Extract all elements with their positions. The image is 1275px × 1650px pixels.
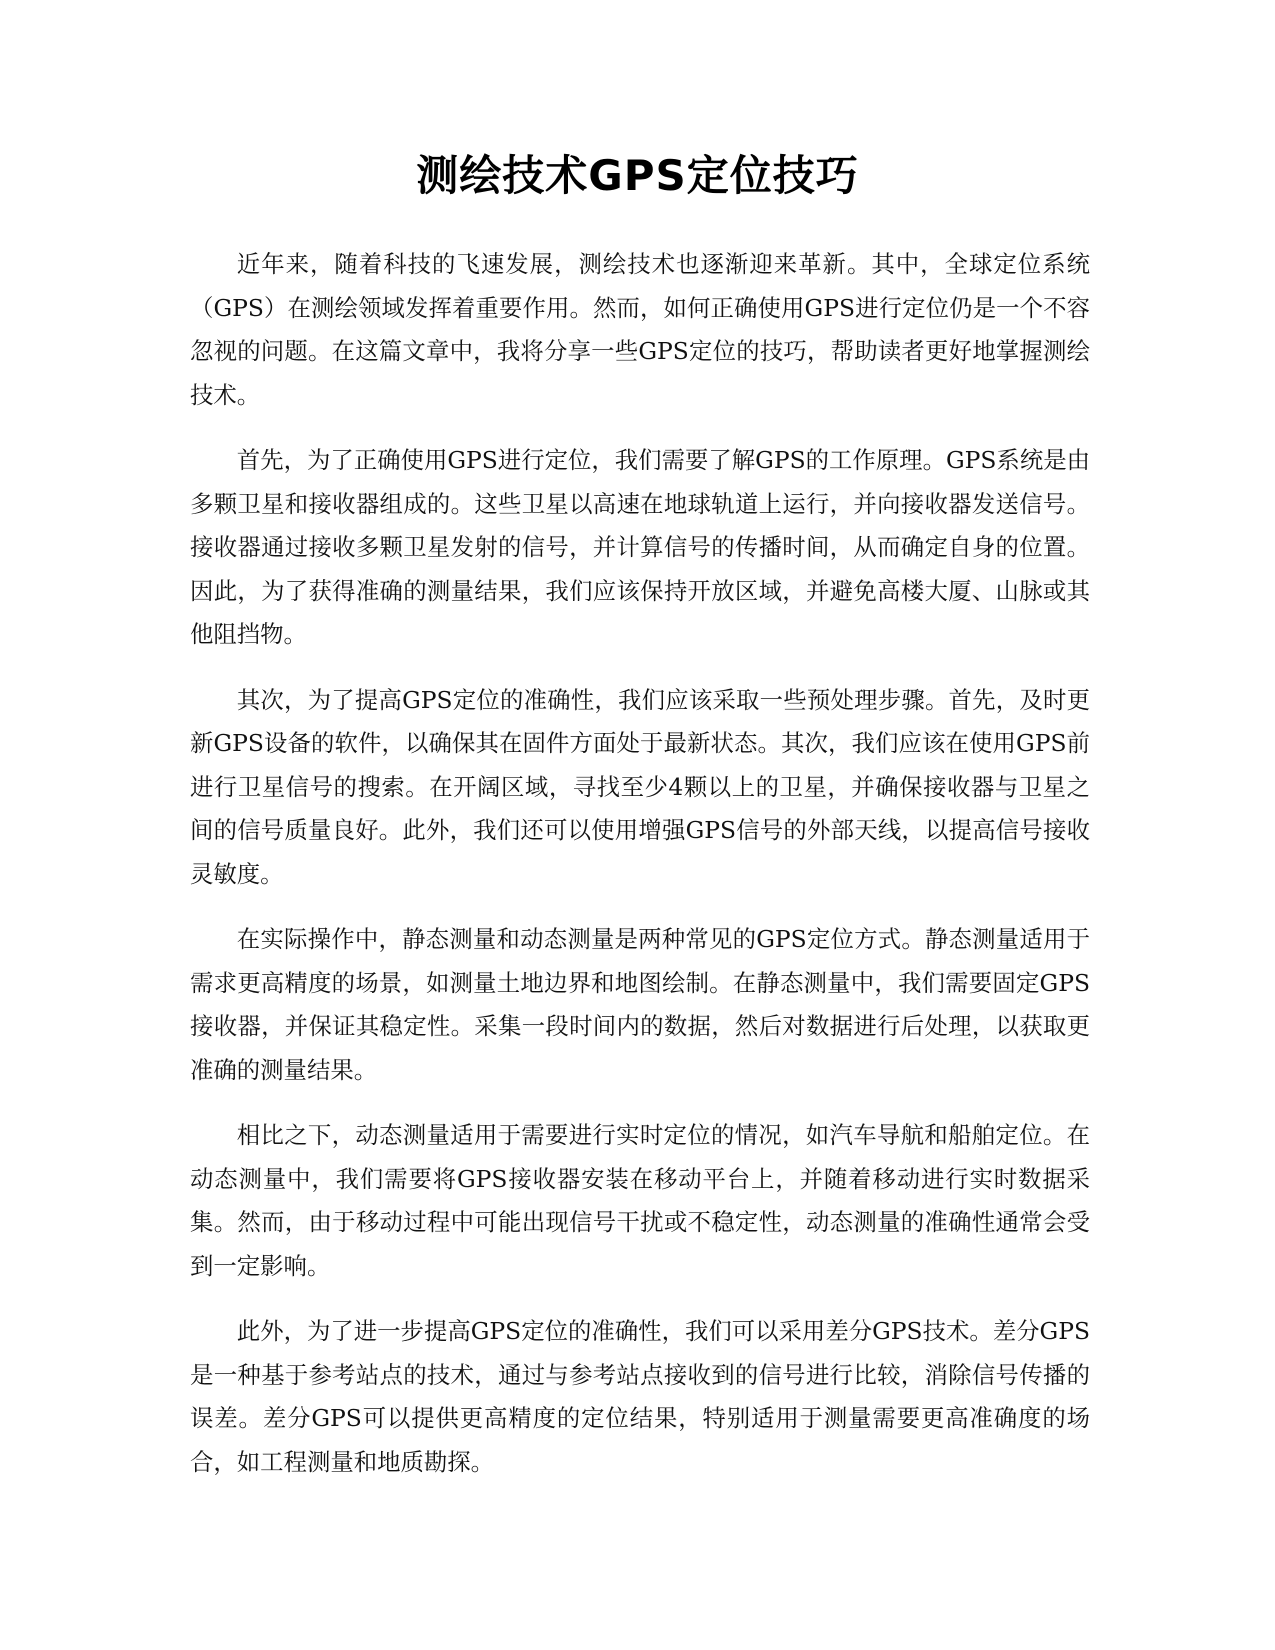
paragraph-6: 此外，为了进一步提高GPS定位的准确性，我们可以采用差分GPS技术。差分GPS是一种基于参考站点的技术，通过与参考站点接收到的信号进行比较，消除信号传播的误差。差分GPS可以提供更高精度的定位结果，特别适用于测量需要更高准确度的场合，如工程测量和地质勘探。 (190, 1317, 1090, 1476)
paragraph-2: 首先，为了正确使用GPS进行定位，我们需要了解GPS的工作原理。GPS系统是由多颗卫星和接收器组成的。这些卫星以高速在地球轨道上运行，并向接收器发送信号。接收器通过接收多颗卫星发射的信号，并计算信号的传播时间，从而确定自身的位置。因此，为了获得准确的测量结果，我们应该保持开放区域，并避免高楼大厦、山脉或其他阻挡物。 (190, 446, 1090, 648)
document-title: 测绘技术GPS定位技巧 (416, 151, 859, 200)
document-body (190, 243, 1090, 1506)
paragraph-3: 其次，为了提高GPS定位的准确性，我们应该采取一些预处理步骤。首先，及时更新GPS设备的软件，以确保其在固件方面处于最新状态。其次，我们应该在使用GPS前进行卫星信号的搜索。在开阔区域，寻找至少4颗以上的卫星，并确保接收器与卫星之间的信号质量良好。此外，我们还可以使用增强GPS信号的外部天线，以提高信号接收灵敏度。 (190, 685, 1090, 888)
paragraph-1: 近年来，随着科技的飞速发展，测绘技术也逐渐迎来革新。其中，全球定位系统（GPS）在测绘领域发挥着重要作用。然而，如何正确使用GPS进行定位仍是一个不容忽视的问题。在这篇文章中，我将分享一些GPS定位的技巧，帮助读者更好地掌握测绘技术。 (190, 250, 1090, 409)
paragraph-4: 在实际操作中，静态测量和动态测量是两种常见的GPS定位方式。静态测量适用于需求更高精度的场景，如测量土地边界和地图绘制。在静态测量中，我们需要固定GPS接收器，并保证其稳定性。采集一段时间内的数据，然后对数据进行后处理，以获取更准确的测量结果。 (190, 925, 1090, 1084)
paragraph-5: 相比之下，动态测量适用于需要进行实时定位的情况，如汽车导航和船舶定位。在动态测量中，我们需要将GPS接收器安装在移动平台上，并随着移动进行实时数据采集。然而，由于移动过程中可能出现信号干扰或不稳定性，动态测量的准确性通常会受到一定影响。 (190, 1121, 1090, 1280)
